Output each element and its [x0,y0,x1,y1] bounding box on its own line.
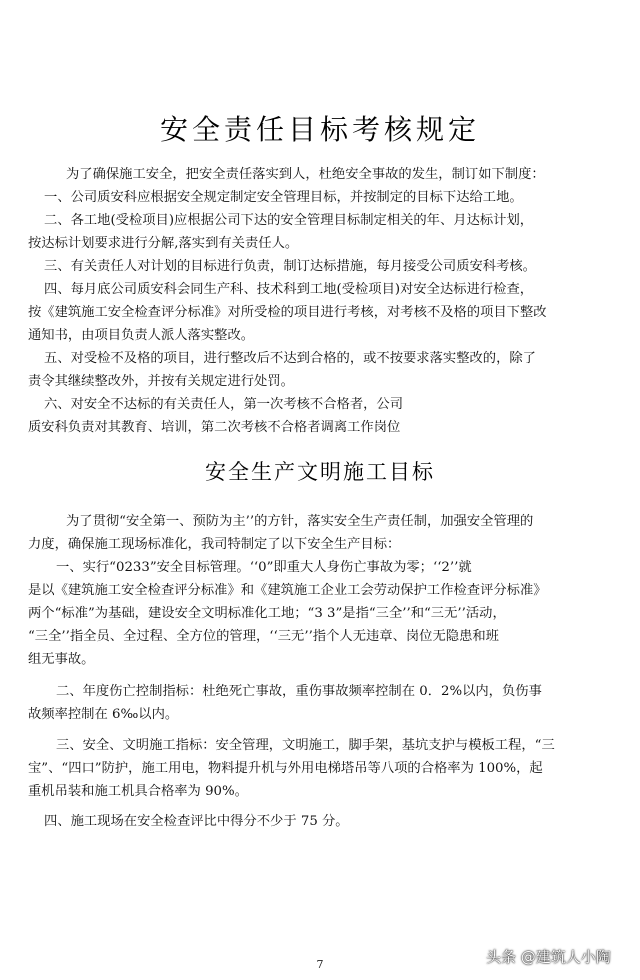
rules-line: 为了确保施工安全，把安全责任落实到人，杜绝安全事故的发生，制订如下制度： [66,167,545,182]
rules-line: 二、各工地(受检项目)应根据公司下达的安全管理目标制定相关的年、月达标计划， [44,213,534,228]
goals-line: 为了贯彻“安全第一、预防为主’’的方针，落实安全生产责任制，加强安全管理的 [66,514,534,529]
goals-line: 两个“标准”为基础，建设安全文明标准化工地；“3 3”是指“三全’’和“三无’’活动， [28,606,506,621]
goals-line: 三、安全、文明施工指标：安全管理，文明施工，脚手架，基坑支护与模板工程，“三 [56,738,555,753]
goals-line: 一、实行“0233”安全目标管理。‘‘0”即重大人身伤亡事故为零；‘‘2’’就 [56,560,472,575]
document-title: 安全责任目标考核规定 [159,113,480,146]
goals-line: 宝”、“四口”防护，施工用电，物料提升机与外用电梯塔吊等八项的合格率为 100%，起 [28,761,543,776]
rules-line: 按达标计划要求进行分解,落实到有关责任人。 [28,236,299,251]
goals-line: “三全’’指全员、全过程、全方位的管理，‘‘三无’’指个人无违章、岗位无隐患和班 [28,629,499,644]
rules-line: 五、对受检不及格的项目，进行整改后不达到合格的，或不按要求落实整改的，除了 [44,351,536,366]
rules-line: 责令其继续整改外，并按有关规定进行处罚。 [28,374,294,389]
rules-line: 四、每月底公司质安科会同生产科、技术科到工地(受检项目)对安全达标进行检查， [44,282,534,297]
watermark: 头条 @建筑人小陶 [486,948,611,966]
rules-line: 按《建筑施工安全检查评分标准》对所受检的项目进行考核，对考核不及格的项目下整改 [28,305,547,320]
rules-line: 三、有关责任人对计划的目标进行负责，制订达标措施，每月接受公司质安科考核。 [44,259,536,274]
rules-line: 通知书，由项目负责人派人落实整改。 [28,328,255,343]
section-title: 安全生产文明施工目标 [205,460,435,484]
goals-line: 力度，确保施工现场标准化，我司特制定了以下安全生产目标： [28,537,401,552]
goals-line: 组无事故。 [28,652,95,667]
goals-line: 故频率控制在 6‰以内。 [28,707,179,722]
goals-line: 二、年度伤亡控制指标：杜绝死亡事故，重伤事故频率控制在 0．2%以内，负伤事 [56,684,542,699]
goals-line: 四、施工现场在安全检查评比中得分不少于 75 分。 [44,814,349,829]
rules-line: 一、公司质安科应根据安全规定制定安全管理目标，并按制定的目标下达给工地。 [44,190,523,205]
goals-line: 重机吊装和施工机具合格率为 90%。 [28,784,248,799]
page-number: 7 [316,958,324,971]
rules-line: 质安科负责对其教育、培训，第二次考核不合格者调离工作岗位 [28,420,401,435]
rules-line: 六、对安全不达标的有关责任人，第一次考核不合格者，公司 [44,397,404,412]
goals-line: 是以《建筑施工安全检查评分标准》和《建筑施工企业工会劳动保护工作检查评分标准》 [28,583,547,598]
